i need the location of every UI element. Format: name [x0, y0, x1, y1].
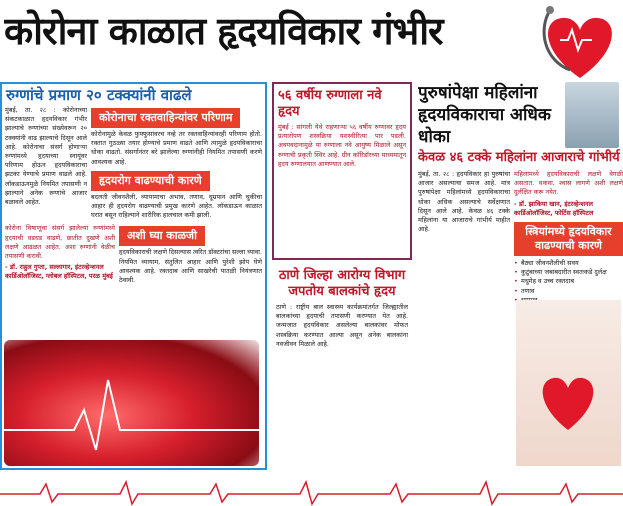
box-heart-causes-text: बदलती जीवनशैली, व्यायामाचा अभाव, तणाव, धूम्रपान आणि चुकीचा आहार ही हृदयरोग वाढण्याची प्रमुख कारणे आहेत. लॉकडाऊन काळात घरात बसून राहिल्याने शारीरिक हालचाल कमी झाली. [91, 192, 262, 220]
women-side-column [514, 170, 623, 306]
stethoscope-heart-icon [530, 0, 623, 88]
women-quote-text: महिलांमध्ये हृदयविकाराची लक्षणे वेगळी असतात. थकवा, श्वास लागणे अशी लक्षणे दुर्लक्षित करू नयेत. [514, 170, 623, 197]
thane-headline: ठाणे जिल्हा आरोग्य विभाग जपतोय बालकांचे हृदय [278, 268, 406, 299]
thane-text: ठाणे : राष्ट्रीय बाल स्वास्थ्य कार्यक्रमांतर्गत जिल्ह्यातील बालकांच्या हृदयाची तपासणी करण्यात येत आहे. जन्मजात हृदयविकार असलेल्या बालकांवर मोफत शस्त्रक्रिया करण्यात आल्या असून अनेक बालकांना नवजीवन मिळाले आहे. [276, 303, 408, 348]
doctor-quote-credit: - डॉ. राहुल गुप्ता, सल्लागार, इंटरव्हेन्शनल कार्डिओलॉजिस्ट, ग्लोबल हॉस्पिटल, परळ मुंबई [5, 263, 113, 281]
women-reasons-list [514, 259, 623, 306]
box-corona-vessels-text: कोरोनामुळे केवळ फुफ्फुसांवरच नव्हे तर रक्तवाहिन्यांवरही परिणाम होतो. रक्तात गुठळ्या तयार होण्याचे प्रमाण वाढते आणि त्यामुळे हृदयविकाराचा धोका वाढतो. संसर्गानंतर बरे झालेल्या रुग्णांनीही नियमित तपासणी करणे आवश्यक आहे. [91, 130, 262, 166]
list-item: • मधुमेह व उच्च रक्तदाब [514, 277, 623, 286]
women-text-column [418, 170, 510, 306]
care-box-title: अशी घ्या काळजी [119, 226, 205, 246]
transplant-headline: ५६ वर्षीय रुग्णाला नवे हृदय [278, 88, 382, 119]
doctor-quote [5, 224, 115, 285]
ekg-icon [4, 340, 259, 466]
heart-icon [516, 300, 621, 466]
women-reasons-title: स्त्रियांमध्ये हृदयविकार वाढण्याची कारणे [514, 222, 623, 256]
main-headline: कोरोना काळात हृदयविकार गंभीर [4, 9, 443, 53]
transplant-text: मुंबई : सांगली येथे राहणाऱ्या ५६ वर्षीय रुग्णावर हृदय प्रत्यारोपण शस्त्रक्रिया यशस्वीरित्या पार पडली. अवयवदानामुळे या रुग्णाला नवे आयुष्य मिळाले असून रुग्णाची प्रकृती स्थिर आहे. ग्रीन कॉरिडॉरच्या माध्यमातून हृदय रुग्णालयात आणण्यात आले. [278, 123, 406, 168]
list-item: • तणाव [514, 287, 623, 296]
ekg-line-icon [0, 478, 623, 506]
care-box-text: हृदयविकाराची लक्षणे दिसल्यास त्वरित डॉक्टरांचा सल्ला घ्यावा. नियमित व्यायाम, संतुलित आहार आणि पुरेशी झोप घेणे आवश्यक आहे. रक्तदाब आणि साखरेची पातळी नियंत्रणात ठेवावी. [119, 248, 262, 285]
doctor-quote-text: कोरोना विषाणूचा संसर्ग झालेल्या रुग्णांमध्ये हृदयाची धडधड वाढणे, छातीत दुखणे अशी लक्षणे आढळत आहेत. अशा रुग्णांनी वेळीच तपासणी करावी. [5, 224, 115, 261]
heart-illustration [4, 340, 259, 466]
story-subheadline: रुग्णांचे प्रमाण २० टक्क्यांनी वाढले [6, 86, 192, 104]
column-transplant-story [272, 82, 412, 260]
hands-heart-photo [516, 300, 621, 466]
intro-text: मुंबई, ता. २८ : कोरोनाच्या संकटकाळात हृदयविकार गंभीर झाल्याचे रुग्णांच्या संख्येवरून २० टक्क्यांनी वाढ झाल्याचे दिसून आले आहे. कोरोनाचा संसर्ग होणाऱ्या रुग्णांमध्ये हृदयाच्या स्नायूंवर परिणाम होऊन हृदयविकाराचा झटका येण्याचे प्रमाण वाढले आहे. लॉकडाऊनमुळे नियमित तपासणी न झाल्याने अनेक रुग्णांचे आजार बळावले आहेत. [5, 106, 87, 207]
women-subheadline: केवळ ४६ टक्के महिलांना आजाराचे गांभीर्य [418, 150, 620, 165]
women-headline: पुरुषांपेक्षा महिलांना हृदयविकाराचा अधिक धोका [418, 83, 551, 147]
women-text: मुंबई, ता. २८ : हृदयविकार हा पुरुषांचा आजार असल्याचा समज आहे. मात्र पुरुषांपेक्षा महिलांमध्ये हृदयविकाराचा धोका अधिक असल्याचे सर्वेक्षणात दिसून आले आहे. केवळ ४६ टक्के महिलांना या आजाराचे गांभीर्य माहीत आहे. [418, 170, 510, 234]
column-thane-story [272, 266, 412, 470]
care-box [119, 224, 262, 285]
intro-column [5, 106, 87, 220]
list-item: • बैठ्या जीवनशैलीची सवय [514, 259, 623, 268]
box-corona-vessels-title: कोरोनाचा रक्तवाहिन्यांवर परिणाम [91, 108, 240, 128]
box-heart-causes-title: हृदयरोग वाढण्याची कारणे [91, 171, 210, 191]
doctor-photo [565, 82, 619, 148]
women-quote-credit: - डॉ. झाकिया खान, इंटरव्हेन्शनल कार्डिओलॉजिस्ट, फोर्टिस हॉस्पिटल [514, 199, 594, 217]
list-item: • कुटुंबाच्या जबाबदारीत स्वतःकडे दुर्लक्ष [514, 268, 623, 277]
side-boxes [91, 106, 262, 220]
